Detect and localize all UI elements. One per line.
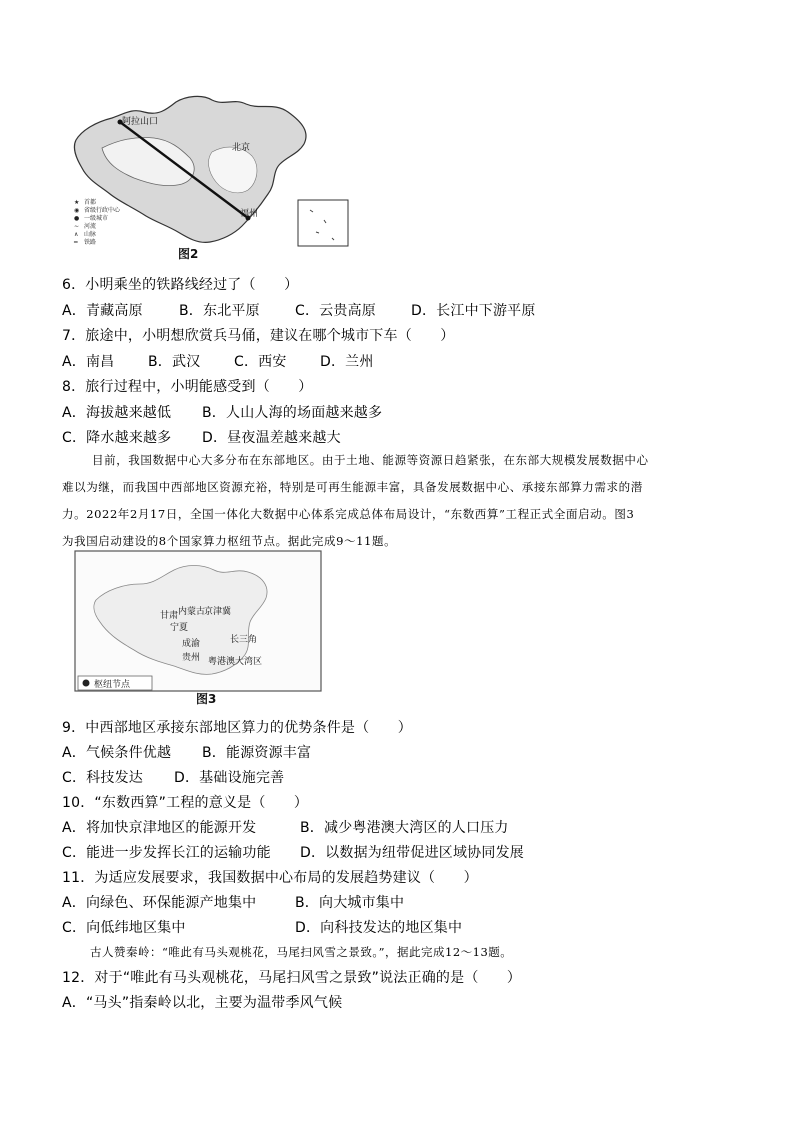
question-11-options-row1 [62,894,404,912]
q11-option-b[interactable]: B．向大城市集中 [295,895,405,911]
figure-3-caption: 图3 [196,692,217,706]
q10-option-d[interactable]: D．以数据为纽带促进区域协同发展 [300,845,524,861]
label-fuzhou: 福州 [240,209,259,219]
q8-option-d[interactable]: D．昼夜温差越来越大 [202,430,341,446]
passage-data-centers [62,447,734,555]
q7-option-b[interactable]: B．武汉 [148,354,201,370]
figure-2-svg [62,92,352,264]
question-8-stem: 8．旅行过程中，小明能感受到（ ） [62,379,313,395]
svg-text:∼: ∼ [74,223,80,230]
node-gansu: 甘肃 [160,611,179,621]
passage-line-4: 为我国启动建设的8个国家算力枢纽节点。据此完成9～11题。 [62,534,397,548]
q9-option-a[interactable]: A．气候条件优越 [62,745,172,761]
node-guizhou: 贵州 [182,653,201,663]
q9-option-b[interactable]: B．能源资源丰富 [202,745,312,761]
node-jingjinji: 京津冀 [204,607,232,617]
q8-option-c[interactable]: C．降水越来越多 [62,430,172,446]
figure-2-caption: 图2 [178,247,199,261]
south-sea-inset [298,200,348,246]
q8-option-b[interactable]: B．人山人海的场面越来越多 [202,405,383,421]
q6-option-a[interactable]: A．青藏高原 [62,303,143,319]
figure-3-legend [78,676,152,690]
svg-text:省级行政中心: 省级行政中心 [84,207,121,214]
figure-2-legend [73,198,121,246]
passage-line-2: 难以为继，而我国中西部地区资源充裕，特别是可再生能源丰富，具备发展数据中心、承接东部算力需求的潜 [62,480,643,494]
q10-option-b[interactable]: B．减少粤港澳大湾区的人口压力 [300,820,509,836]
svg-text:★: ★ [74,199,80,206]
svg-text:一级城市: 一级城市 [84,215,109,222]
svg-text:铁路: 铁路 [84,239,97,246]
figure-3-svg [74,550,324,708]
q6-option-c[interactable]: C．云贵高原 [295,303,376,319]
q6-option-d[interactable]: D．长江中下游平原 [411,303,536,319]
q6-option-b[interactable]: B．东北平原 [179,303,260,319]
question-10-options-row2 [62,844,524,862]
svg-text:枢纽节点: 枢纽节点 [94,680,131,690]
svg-text:首都: 首都 [84,199,97,206]
question-7-stem: 7．旅途中，小明想欣赏兵马俑，建议在哪个城市下车（ ） [62,328,455,344]
node-chengyu: 成渝 [182,639,201,649]
node-yuegangao: 粤港澳大湾区 [208,657,263,667]
svg-text:∧: ∧ [74,231,79,238]
figure-3-map [74,550,324,708]
question-7-options [62,353,374,371]
q7-option-a[interactable]: A．南昌 [62,354,115,370]
question-8-options-row2 [62,429,341,447]
passage-line-3: 力。2022年2月17日，全国一体化大数据中心体系完成总体布局设计，“东数西算”工程正式全面启动。图3 [62,507,635,521]
label-beijing: 北京 [232,143,251,153]
figure-2-map [62,92,352,264]
passage-qinling-note: 古人赞秦岭：“唯此有马头观桃花，马尾扫风雪之景致。”，据此完成12～13题。 [90,945,513,959]
q10-option-c[interactable]: C．能进一步发挥长江的运输功能 [62,845,271,861]
svg-text:河流: 河流 [84,223,97,230]
label-alashankou: 阿拉山口 [122,117,159,127]
node-ningxia: 宁夏 [170,623,189,633]
q10-option-a[interactable]: A．将加快京津地区的能源开发 [62,820,257,836]
passage-line-1: 目前，我国数据中心大多分布在东部地区。由于土地、能源等资源日趋紧张，在东部大规模发展数据中心 [92,453,649,467]
question-9-stem: 9．中西部地区承接东部地区算力的优势条件是（ ） [62,720,412,736]
svg-text:◉: ◉ [74,207,80,214]
question-8-options-row1 [62,404,382,422]
node-changsanjiao: 长三角 [230,635,258,645]
question-9-options-row1 [62,744,311,762]
svg-text:━: ━ [74,239,78,246]
question-6-options [62,302,536,320]
q12-option-a[interactable]: A．“马头”指秦岭以北，主要为温带季风气候 [62,995,343,1011]
node-neimenggu: 内蒙古 [178,607,206,617]
question-9-options-row2 [62,769,284,787]
question-6-stem: 6．小明乘坐的铁路线经过了（ ） [62,277,299,293]
q11-option-d[interactable]: D．向科技发达的地区集中 [295,920,463,936]
q11-option-c[interactable]: C．向低纬地区集中 [62,920,186,936]
svg-text:山脉: 山脉 [84,231,97,238]
question-10-options-row1 [62,819,509,837]
q9-option-d[interactable]: D．基础设施完善 [174,770,285,786]
question-10-stem: 10．“东数西算”工程的意义是（ ） [62,795,309,811]
question-11-options-row2 [62,919,462,937]
svg-text:●: ● [74,215,80,222]
question-11-stem: 11．为适应发展要求，我国数据中心布局的发展趋势建议（ ） [62,870,478,886]
q8-option-a[interactable]: A．海拔越来越低 [62,405,172,421]
q7-option-d[interactable]: D．兰州 [320,354,374,370]
q9-option-c[interactable]: C．科技发达 [62,770,143,786]
question-12-stem: 12．对于“唯此有马头观桃花，马尾扫风雪之景致”说法正确的是（ ） [62,970,522,986]
q11-option-a[interactable]: A．向绿色、环保能源产地集中 [62,895,257,911]
q7-option-c[interactable]: C．西安 [234,354,287,370]
